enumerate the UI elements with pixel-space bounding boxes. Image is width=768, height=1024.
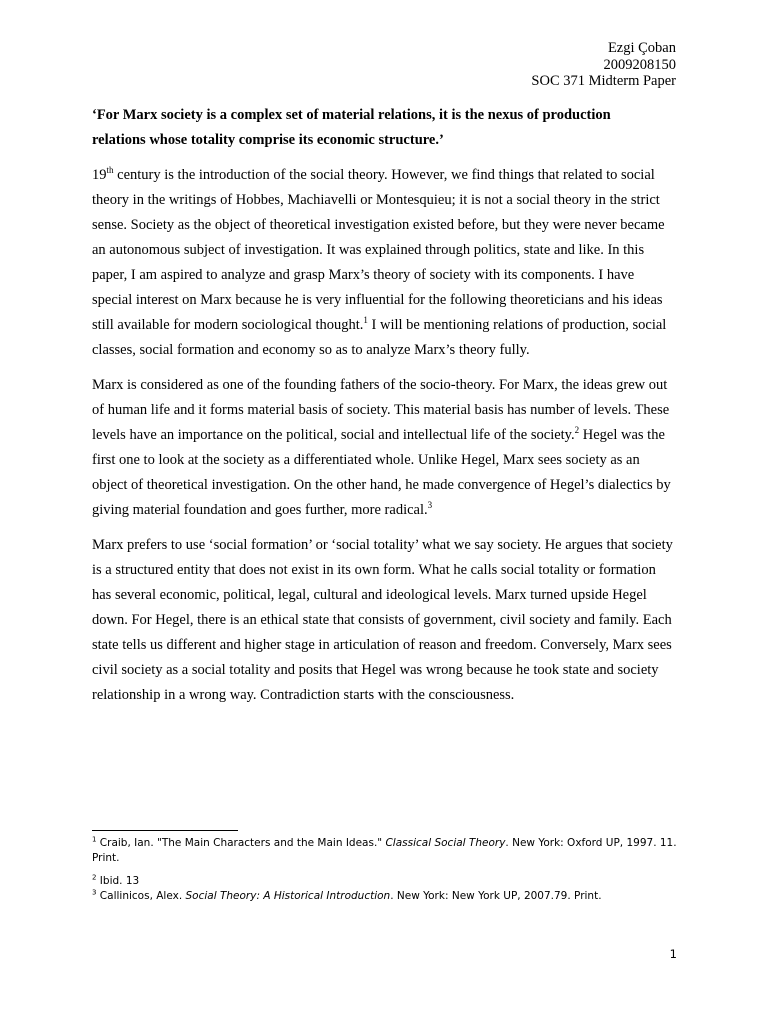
author-name: Ezgi Çoban [607, 40, 676, 56]
footnotes-block [92, 836, 682, 904]
header-block [531, 40, 676, 90]
footnote-text: Callinicos, Alex. [96, 890, 186, 902]
paragraph-text: 19 [92, 167, 107, 183]
student-id: 2009208150 [603, 56, 676, 73]
paragraph-social-formation [92, 533, 678, 708]
footnote-text: Craib, Ian. "The Main Characters and the Main Ideas." [96, 837, 386, 849]
paper-title [92, 103, 678, 153]
paragraph-intro [92, 163, 678, 363]
paragraph-text: I will be mentioning relations of production, social classes, social formation and economy so as to analyze Marx’s theory fully. [92, 317, 667, 358]
footnote-3 [92, 889, 682, 904]
footnote-text: . New York: New York UP, 2007.79. Print. [390, 890, 602, 902]
footnote-number: 3 [92, 888, 97, 897]
footnote-number: 2 [92, 873, 97, 882]
page-number: 1 [669, 947, 677, 961]
paragraph-founding-fathers [92, 373, 678, 523]
footnote-text: Ibid. 13 [96, 875, 140, 887]
footnote-text: . New York: Oxford UP, 1997. 11. Print. [92, 837, 677, 864]
paragraph-text: Marx is considered as one of the founding fathers of the socio-theory. For Marx, the ideas grew out of human life and it forms material basis of society. This material basis has number of levels. These levels have an importance on the political, social and intellectual life of the society. [92, 377, 670, 443]
superscript: th [106, 165, 114, 176]
footnote-separator [92, 830, 238, 831]
paragraph-text: Marx prefers to use ‘social formation’ or ‘social totality’ what we say society. He argues that society is a structured entity that does not exist in its own form. What he calls social totality or formation has several economic, political, legal, cultural and ideological levels. Marx turned upside Hegel down. For Hegel, there is an ethical state that consists of government, civil society and family. Each state tells us different and higher stage in articulation of reason and freedom. Conversely, Marx sees civil society as a social totality and posits that Hegel was wrong because he took state and society relationship in a wrong way. Contradiction starts with the consciousness. [92, 537, 673, 703]
paper-title-line-2: relations whose totality comprise its economic structure.’ [92, 132, 444, 148]
footnote-book-title: Classical Social Theory [385, 837, 506, 849]
document-body [92, 103, 678, 718]
footnote-2 [92, 874, 682, 889]
footnote-ref-2[interactable]: 2 [574, 425, 580, 436]
footnote-ref-1[interactable]: 1 [363, 315, 368, 326]
paper-title-line-1: ‘For Marx society is a complex set of material relations, it is the nexus of production [92, 107, 611, 123]
footnote-book-title: Social Theory: A Historical Introduction [185, 890, 391, 902]
footnote-ref-3[interactable]: 3 [427, 500, 433, 511]
footnote-number: 1 [92, 835, 97, 844]
paragraph-text: Hegel was the first one to look at the society as a differentiated whole. Unlike Hegel, Marx sees society as an object of theoretical investigation. On the other hand, he made convergence of Hegel’s dialectics by giving material foundation and goes further, more radical. [92, 427, 671, 518]
paragraph-text: century is the introduction of the social theory. However, we find things that related to social theory in the writings of Hobbes, Machiavelli or Montesquieu; it is not a social theory in the strict sense. Society as the object of theoretical investigation existed before, but they were never became an autonomous subject of investigation. It was explained through politics, state and like. In this paper, I am aspired to analyze and grasp Marx’s theory of society with its components. I have special interest on Marx because he is very influential for the following theoreticians and his ideas still available for modern sociological thought. [92, 167, 665, 333]
footnote-1 [92, 836, 682, 866]
course-title: SOC 371 Midterm Paper [531, 73, 676, 89]
